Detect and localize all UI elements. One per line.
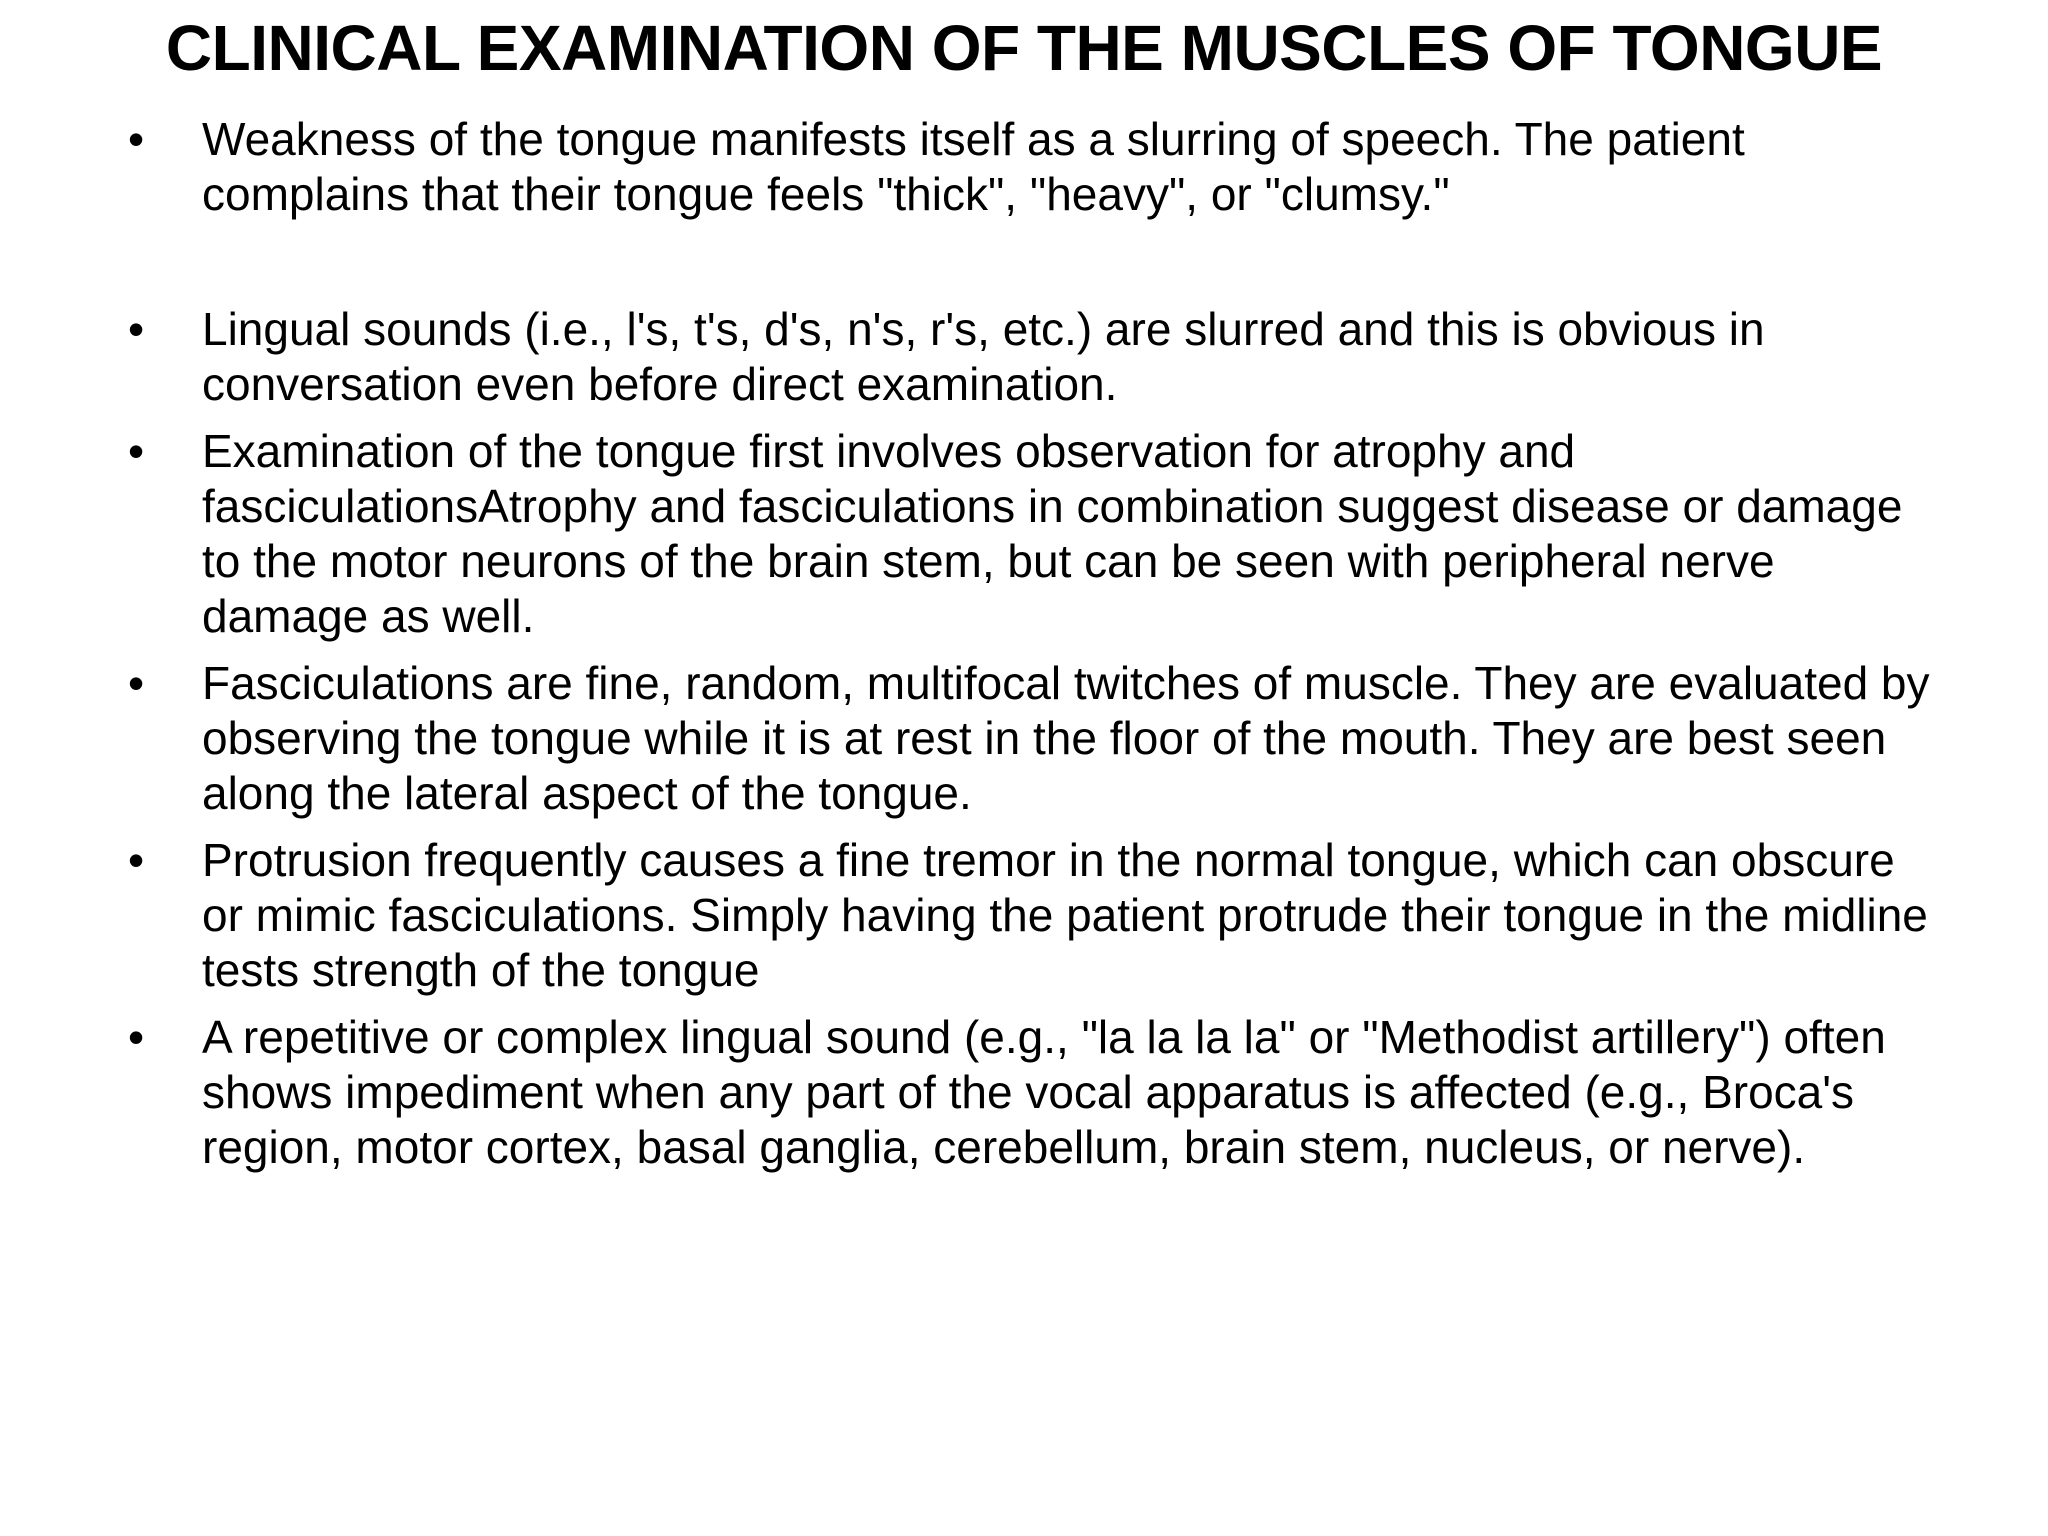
bullet-text: Weakness of the tongue manifests itself as a slurring of speech. The patient complains that their tongue feels "thick", "heavy", or "clumsy."	[202, 113, 1745, 220]
bullet-text: Examination of the tongue first involves observation for atrophy and fasciculationsAtrophy and fasciculations in combination suggest disease or damage to the motor neurons of the brain stem, but can be seen with peripheral nerve damage as well.	[202, 425, 1903, 642]
bullet-dot-icon: •	[128, 657, 145, 709]
bullet-item	[128, 424, 1948, 644]
bullet-item	[128, 112, 1948, 222]
bullet-dot-icon: •	[128, 425, 145, 477]
bullet-item	[128, 656, 1948, 821]
bullet-list	[128, 112, 1948, 1175]
bullet-dot-icon: •	[128, 834, 145, 886]
bullet-dot-icon: •	[128, 113, 145, 165]
bullet-dot-icon: •	[128, 303, 145, 355]
bullet-text: Fasciculations are fine, random, multifocal twitches of muscle. They are evaluated by observing the tongue while it is at rest in the floor of the mouth. They are best seen along the lateral aspect of the tongue.	[202, 657, 1930, 819]
bullet-text: A repetitive or complex lingual sound (e.g., "la la la la" or "Methodist artillery") often shows impediment when any part of the vocal apparatus is affected (e.g., Broca's region, motor cortex, basal ganglia, cerebellum, brain stem, nucleus, or nerve).	[202, 1011, 1886, 1173]
bullet-item	[128, 302, 1948, 412]
bullet-item	[128, 833, 1948, 998]
slide-title: CLINICAL EXAMINATION OF THE MUSCLES OF TONGUE	[165, 12, 1883, 84]
bullet-text: Protrusion frequently causes a fine tremor in the normal tongue, which can obscure or mimic fasciculations. Simply having the patient protrude their tongue in the midline tests strength of the tongue	[202, 834, 1928, 996]
bullet-item	[128, 1010, 1948, 1175]
bullet-text: Lingual sounds (i.e., l's, t's, d's, n's, r's, etc.) are slurred and this is obvious in conversation even before direct examination.	[202, 303, 1765, 410]
bullet-dot-icon: •	[128, 1011, 145, 1063]
